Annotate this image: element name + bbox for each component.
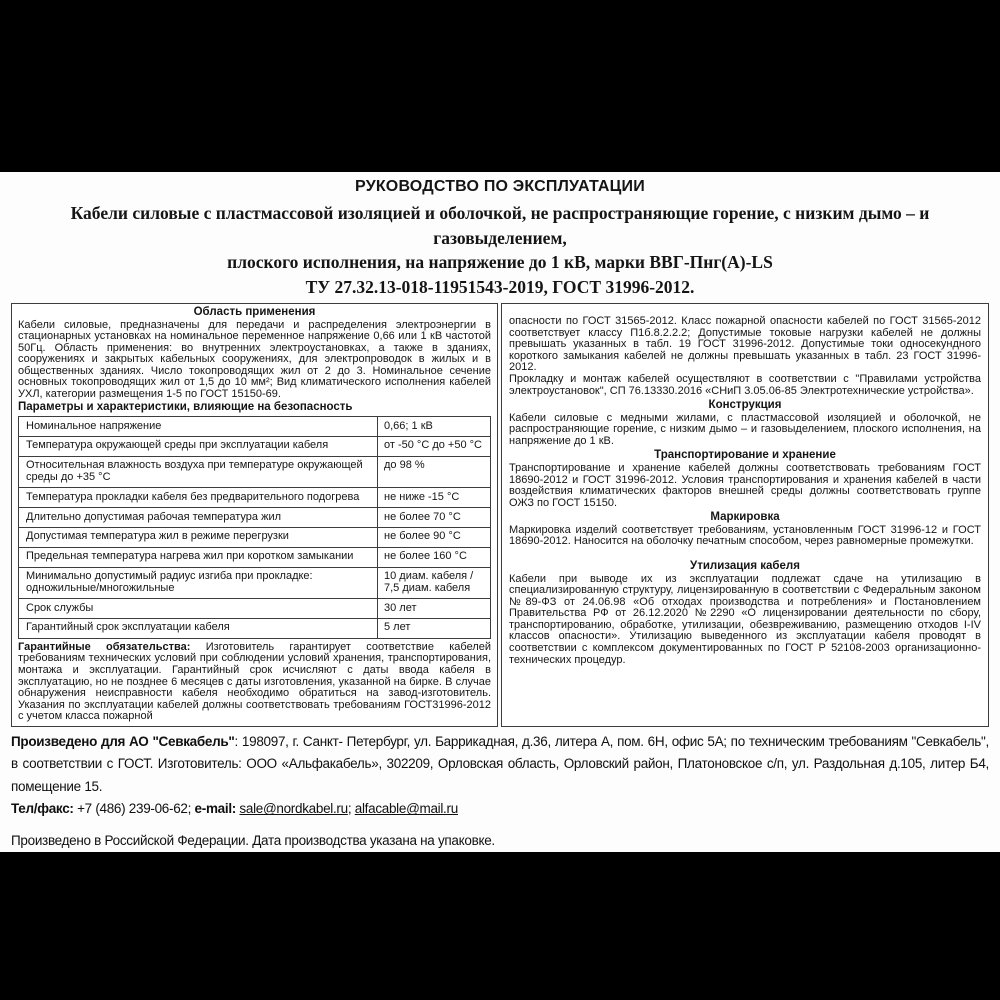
param-label: Предельная температура нагрева жил при коротком замыкании (19, 547, 378, 567)
produced-for-text: : 198097, г. Санкт- Петербург, ул. Баррикадная, д.36, литера А, пом. 6Н, офис 5А; по техническим требованиям "Севкабель", в соответствии с ГОСТ. Изготовитель: ООО «Альфакабель», 302209, Орловская область, Орловский район, Платоновское с/п, ул. Раздольная д.105, литер Б4, помещение 15. (11, 733, 989, 794)
param-label: Допустимая температура жил в режиме перегрузки (19, 527, 378, 547)
param-value: 10 диам. кабеля / 7,5 диам. кабеля (378, 567, 491, 599)
param-value: от -50 °С до +50 °С (378, 436, 491, 456)
param-label: Номинальное напряжение (19, 417, 378, 437)
table-row (19, 488, 491, 508)
document-footer (11, 731, 989, 853)
table-row (19, 547, 491, 567)
param-value: не более 70 °С (378, 508, 491, 528)
construction-paragraph: Кабели силовые с медными жилами, с пластмассовой изоляцией и оболочкой, не распространяющие горение, с низким дымо – и газовыделением, плоского исполнения, на напряжение до 1 кВ. (509, 411, 981, 447)
marking-paragraph: Маркировка изделий соответствует требованиям, установленным ГОСТ 31996-12 и ГОСТ 18690-2012. Наносится на оболочку печатным способом, через равномерные промежутки. (509, 523, 981, 548)
warranty-label: Гарантийные обязательства: (18, 640, 191, 653)
param-label: Температура прокладки кабеля без предварительного подогрева (19, 488, 378, 508)
param-value: не более 90 °С (378, 527, 491, 547)
table-row (19, 618, 491, 638)
document-header (11, 178, 989, 299)
table-row (19, 436, 491, 456)
table-row (19, 599, 491, 619)
two-column-body (11, 303, 989, 727)
produced-for-label: Произведено для АО "Севкабель" (11, 733, 235, 749)
produced-for-paragraph (11, 731, 989, 799)
subtitle-line-1: Кабели силовые с пластмассовой изоляцией и оболочкой, не распространяющие горение, с низким дымо – и газовыделением, (70, 203, 930, 248)
table-row (19, 527, 491, 547)
table-row (19, 456, 491, 488)
right-column (501, 303, 989, 727)
table-row (19, 417, 491, 437)
param-value: 0,66; 1 кВ (378, 417, 491, 437)
page-title: РУКОВОДСТВО ПО ЭКСПЛУАТАЦИИ (355, 178, 645, 195)
param-label: Длительно допустимая рабочая температура жил (19, 508, 378, 528)
construction-heading: Конструкция (708, 399, 782, 412)
param-value: до 98 % (378, 456, 491, 488)
fire-safety-paragraph: опасности по ГОСТ 31565-2012. Класс пожарной опасности кабелей по ГОСТ 31565-2012 соответствует классу П1б.8.2.2.2; Допустимые токовые нагрузки кабелей не должны превышать указанных в табл. 19 ГОСТ 31996-2012. Допустимые токи односекундного короткого замыкания кабелей не должны превышать указанных в табл. 23 ГОСТ 31996-2012. (509, 315, 981, 374)
param-label: Температура окружающей среды при эксплуатации кабеля (19, 436, 378, 456)
disposal-heading: Утилизация кабеля (690, 560, 800, 572)
params-heading: Параметры и характеристики, влияющие на безопасность (18, 400, 353, 413)
left-column (11, 303, 498, 727)
scope-heading: Область применения (193, 306, 316, 318)
warranty-paragraph (18, 642, 491, 723)
param-value: 30 лет (378, 599, 491, 619)
param-label: Гарантийный срок эксплуатации кабеля (19, 618, 378, 638)
table-row (19, 508, 491, 528)
param-value: 5 лет (378, 618, 491, 638)
installation-paragraph: Прокладку и монтаж кабелей осуществляют в соответствии с "Правилами устройства электроустановок", СП 76.13330.2016 «СНиП 3.05.06-85 Электротехнические устройства». (509, 372, 981, 397)
subtitle-line-3: ТУ 27.32.13-018-11951543-2019, ГОСТ 31996-2012. (305, 276, 695, 297)
phone-email-line (11, 798, 989, 821)
param-label: Относительная влажность воздуха при температуре окружающей среды до +35 °С (19, 456, 378, 488)
param-value: не ниже -15 °С (378, 488, 491, 508)
marking-heading: Маркировка (710, 511, 780, 524)
email-separator: ; (347, 801, 355, 817)
email-link-2[interactable]: alfacable@mail.ru (354, 801, 458, 817)
transport-heading: Транспортирование и хранение (654, 449, 836, 462)
scope-paragraph: Кабели силовые, предназначены для передачи и распределения электроэнергии в стационарных установках на номинальное переменное напряжение 0,66 или 1 кВ частотой 50Гц. Область применения: во внутренних электроустановках, а также в зданиях, сооружениях и закрытых кабельных сооружениях, для электропроводок в жилых и в общественных зданиях. Число токопроводящих жил от 2 до 3. Номинальное сечение основных токопроводящих жил от 1,5 до 10 мм²; Вид климатического исполнения кабелей УХЛ, категории размещения 1-5 по ГОСТ 15150-69. (18, 318, 491, 401)
made-in-line: Произведено в Российской Федерации. Дата производства указана на упаковке. (11, 832, 495, 848)
document-page (0, 172, 1000, 852)
phone-value: +7 (486) 239-06-62; (73, 801, 195, 817)
table-row (19, 567, 491, 599)
param-value: не более 160 °С (378, 547, 491, 567)
email-label: e-mail: (194, 801, 236, 817)
transport-paragraph: Транспортирование и хранение кабелей должны соответствовать требованиям ГОСТ 18690-2012 и ГОСТ 31996-2012. Условия транспортирования и хранения кабелей в части воздействия климатических факторов внешней среды должны соответствовать группе ОЖЗ по ГОСТ 15150. (509, 461, 981, 509)
warranty-text: Изготовитель гарантирует соответствие кабелей требованиям технических условий при соблюдении условий хранения, транспортирования, монтажа и эксплуатации. Гарантийный срок исчисляют с даты ввода кабеля в эксплуатацию, но не позднее 6 месяцев с даты изготовления, указанной на бирке. В случае обнаружения неисправности кабеля необходимо обратиться на завод-изготовитель. Указания по эксплуатации кабелей должны соответствовать требованиям ГОСТ31996-2012 с учетом класса пожарной (18, 640, 492, 723)
params-table (18, 416, 491, 639)
phone-label: Тел/факс: (11, 801, 74, 817)
subtitle-line-2: плоского исполнения, на напряжение до 1 кВ, марки ВВГ-Пнг(А)-LS (227, 252, 773, 272)
param-label: Срок службы (19, 599, 378, 619)
email-link-1[interactable]: sale@nordkabel.ru (239, 801, 348, 817)
disposal-paragraph: Кабели при выводе их из эксплуатации подлежат сдаче на утилизацию в специализированную структуру, лицензированную в соответствии с Федеральным законом №89-ФЗ от 24.06.98 «Об отходах производства и потребления» и Постановлением Правительства РФ от 26.12.2020 №2290 «О лицензировании деятельности по сбору, транспортированию, обработке, утилизации, обезвреживанию, размещению отходов I-IV классов опасности». Утилизацию выведенного из эксплуатации кабеля проводят в соответствии с комплексом документированных по ГОСТ Р 52108-2003 организационно-технических процедур. (509, 572, 981, 666)
param-label: Минимально допустимый радиус изгиба при прокладке: одножильные/многожильные (19, 567, 378, 599)
